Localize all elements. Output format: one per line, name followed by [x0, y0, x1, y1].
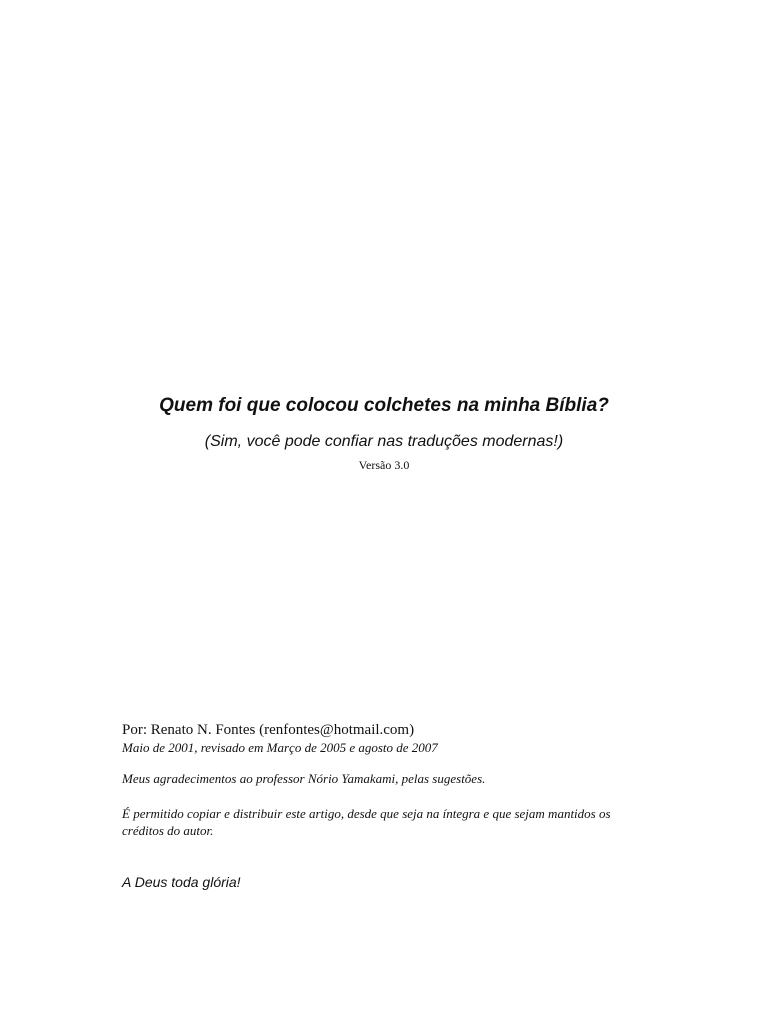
- permission-notice: É permitido copiar e distribuir este artigo, desde que seja na íntegra e que sejam mantidos os créditos do autor.: [122, 806, 611, 838]
- document-title: Quem foi que colocou colchetes na minha Bíblia?: [159, 395, 609, 416]
- acknowledgements-line: Meus agradecimentos ao professor Nório Yamakami, pelas sugestões.: [122, 771, 486, 786]
- dedication-line: A Deus toda glória!: [122, 874, 241, 890]
- document-subtitle: (Sim, você pode confiar nas traduções modernas!): [204, 433, 564, 450]
- author-line: Por: Renato N. Fontes (renfontes@hotmail.com): [122, 722, 415, 738]
- version-label: Versão 3.0: [358, 458, 410, 472]
- dates-line: Maio de 2001, revisado em Março de 2005 e agosto de 2007: [122, 740, 438, 755]
